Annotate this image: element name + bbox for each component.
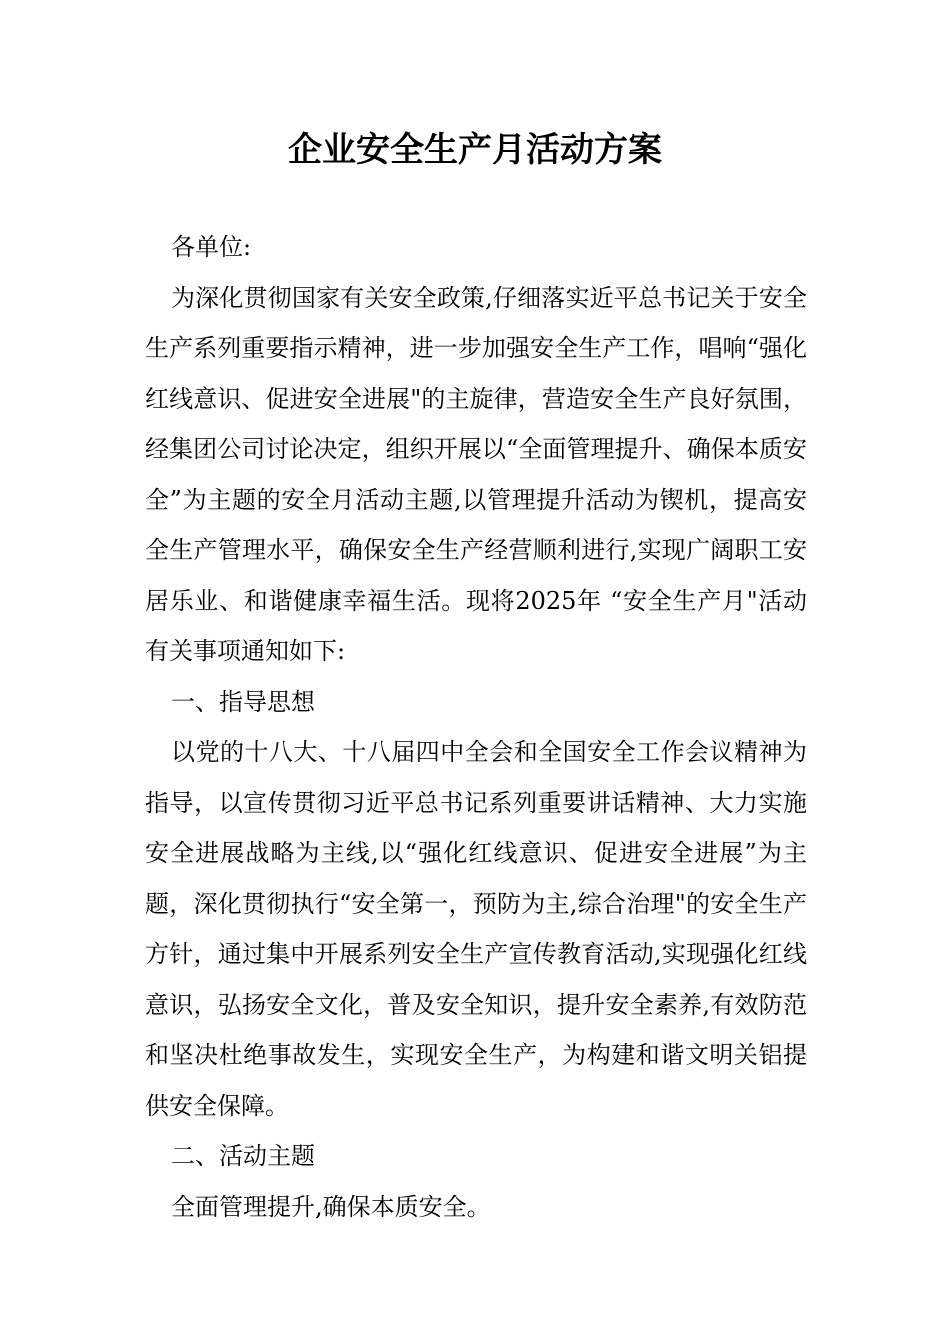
intro-paragraph: 为深化贯彻国家有关安全政策,仔细落实近平总书记关于安全生产系列重要指示精神，进一步加强安全生产工作，唱响“强化红线意识、促进安全进展"的主旋律，营造安全生产良好氛围，经集团公司讨论决定，组织开展以“全面管理提升、确保本质安全”为主题的安全月活动主题,以管理提升活动为锲机，提高安全生产管理水平，确保安全生产经营顺利进行,实现广阔职工安居乐业、和谐健康幸福生活。现将2025年 “安全生产月"活动有关事项通知如下: <box>145 283 807 665</box>
document-title: 企业安全生产月活动方案 <box>288 130 662 170</box>
salutation: 各单位: <box>171 233 252 261</box>
guiding-ideology-paragraph: 以党的十八大、十八届四中全会和全国安全工作会议精神为指导，以宣传贯彻习近平总书记系列重要讲话精神、大力实施安全进展战略为主线,以“强化红线意识、促进安全进展”为主题，深化贯彻执行“安全第一，预防为主,综合治理"的安全生产方针，通过集中开展系列安全生产宣传教育活动,实现强化红线意识，弘扬安全文化，普及安全知识，提升安全素养,有效防范和坚决杜绝事故发生，实现安全生产，为构建和谐文明关铝提供安全保障。 <box>145 738 807 1120</box>
section-heading-activity-theme: 二、活动主题 <box>171 1142 315 1170</box>
section-heading-guiding-ideology: 一、指导思想 <box>171 687 315 716</box>
document-body <box>145 222 807 1232</box>
activity-theme-paragraph: 全面管理提升,确保本质安全。 <box>171 1192 491 1221</box>
